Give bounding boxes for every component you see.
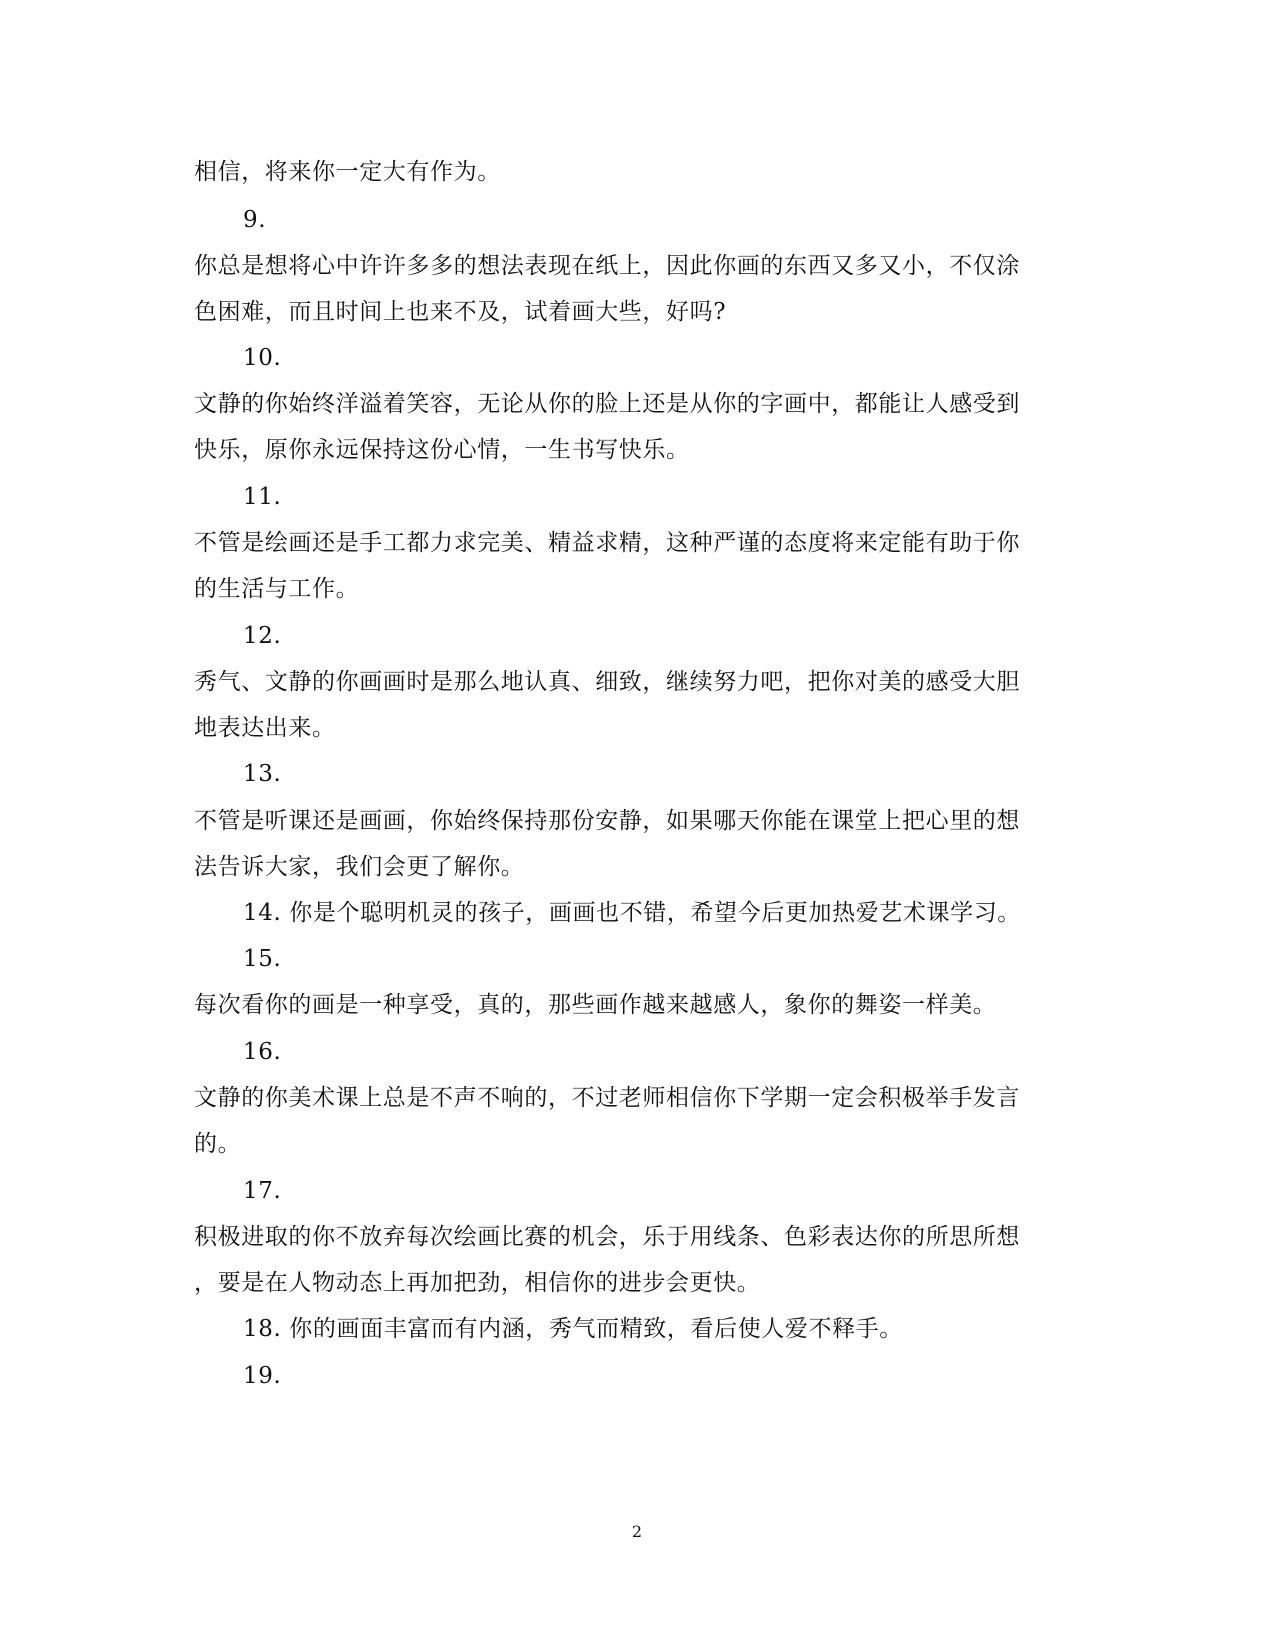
item-number: 13. [243,761,282,787]
item-number: 16. [243,1039,282,1065]
text-line: ，要是在人物动态上再加把劲，相信你的进步会更快。 [194,1270,761,1296]
text-line: 的生活与工作。 [194,576,360,602]
text-line: 每次看你的画是一种享受，真的，那些画作越来越感人，象你的舞姿一样美。 [194,992,997,1018]
text-line: 14. 你是个聪明机灵的孩子，画画也不错，希望今后更加热爱艺术课学习。 [243,900,1021,926]
item-number: 19. [243,1363,282,1389]
text-line: 的。 [194,1131,242,1157]
item-number: 11. [243,484,282,510]
text-line: 不管是绘画还是手工都力求完美、精益求精，这种严谨的态度将来定能有助于你 [194,530,1020,556]
text-line: 你总是想将心中许许多多的想法表现在纸上，因此你画的东西又多又小，不仅涂 [194,253,1020,279]
text-line: 秀气、文静的你画画时是那么地认真、细致，继续努力吧，把你对美的感受大胆 [194,669,1020,695]
text-line: 地表达出来。 [194,715,336,741]
text-line: 快乐，原你永远保持这份心情，一生书写快乐。 [194,437,690,463]
item-number: 15. [243,946,282,972]
text-line: 积极进取的你不放弃每次绘画比赛的机会，乐于用线条、色彩表达你的所思所想 [194,1224,1020,1250]
text-line: 法告诉大家，我们会更了解你。 [194,854,525,880]
text-line: 文静的你始终洋溢着笑容，无论从你的脸上还是从你的字画中，都能让人感受到 [194,391,1020,417]
text-line: 色困难，而且时间上也来不及，试着画大些，好吗? [194,299,727,325]
item-number: 10. [243,345,282,371]
page-number: 2 [631,1522,643,1541]
text-line: 18. 你的画面丰富而有内涵，秀气而精致，看后使人爱不释手。 [243,1316,903,1342]
item-number: 12. [243,623,282,649]
text-line: 不管是听课还是画画，你始终保持那份安静，如果哪天你能在课堂上把心里的想 [194,808,1020,834]
text-line: 相信，将来你一定大有作为。 [194,159,501,185]
item-number: 17. [243,1178,282,1204]
text-line: 文静的你美术课上总是不声不响的，不过老师相信你下学期一定会积极举手发言 [194,1085,1020,1111]
item-number: 9. [243,207,267,233]
